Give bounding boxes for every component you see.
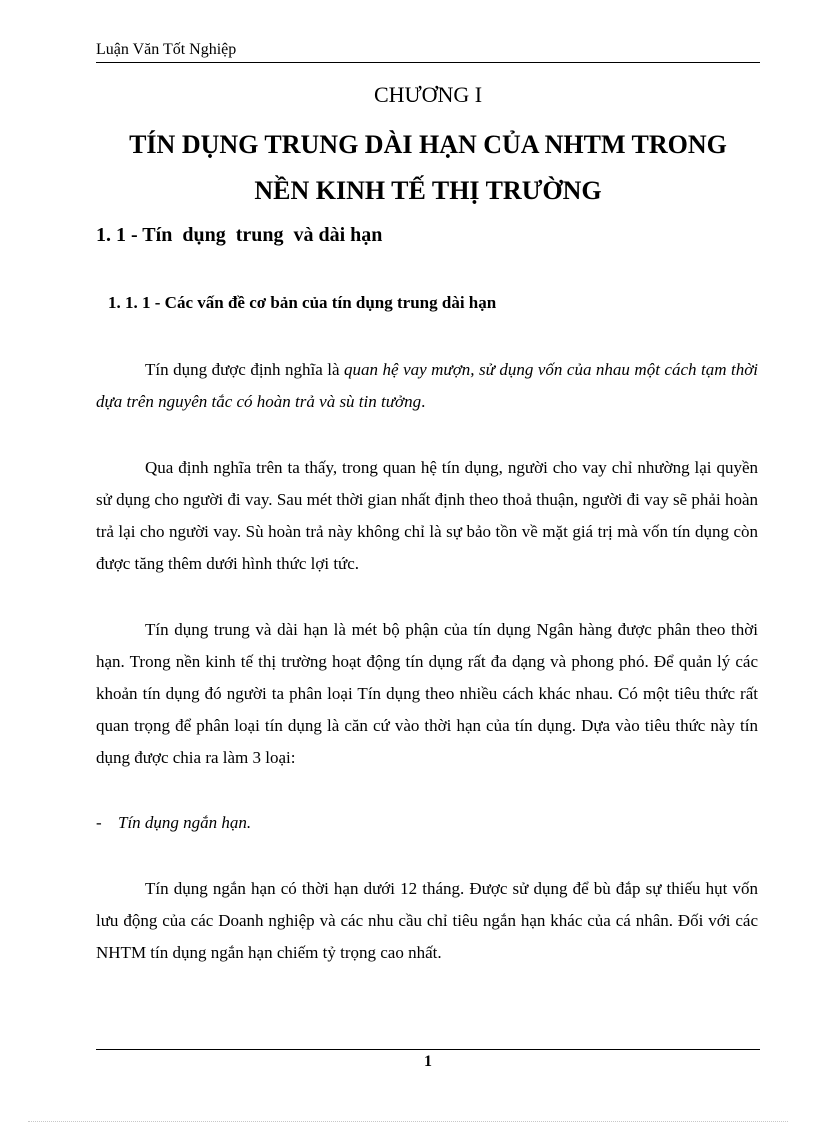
paragraph-definition	[96, 354, 758, 418]
paragraph-definition-italic: quan hệ vay mượn, sử dụng vốn của nhau một cách tạm thời dựa trên nguyên tắc có hoàn trả và sù tin tưởng	[96, 360, 758, 411]
paragraph-definition-end: .	[421, 392, 426, 411]
chapter-title-line-2: NỀN KINH TẾ THỊ TRƯỜNG	[254, 176, 602, 205]
chapter-title-line-1: TÍN DỤNG TRUNG DÀI HẠN CỦA NHTM TRONG	[129, 130, 727, 159]
page-number: 1	[424, 1053, 432, 1070]
paragraph-classification: Tín dụng trung và dài hạn là mét bộ phận của tín dụng Ngân hàng được phân theo thời hạn. Trong nền kinh tế thị trường hoạt động tín dụng rất đa dạng và phong phó. Để quản lý các khoản tín dụng đó người ta phân loại Tín dụng theo nhiều cách khác nhau. Có một tiêu thức rất quan trọng để phân loại tín dụng là căn cứ vào thời hạn của tín dụng. Dựa vào tiêu thức này tín dụng được chia ra làm 3 loại:	[96, 620, 758, 767]
page-edge-divider	[28, 1121, 788, 1122]
bullet-item	[96, 809, 251, 837]
header-rule	[96, 62, 760, 63]
chapter-label: CHƯƠNG I	[373, 82, 483, 107]
bullet-text: Tín dụng ngắn hạn.	[118, 813, 252, 832]
paragraph-explanation: Qua định nghĩa trên ta thấy, trong quan hệ tín dụng, người cho vay chỉ nhường lại quyền sử dụng cho người đi vay. Sau mét thời gian nhất định theo thoả thuận, người đi vay sẽ phải hoàn trả lại cho người vay. Sù hoàn trả này không chỉ là sự bảo tồn về mặt giá trị mà vốn tín dụng còn được tăng thêm dưới hình thức lợi tức.	[96, 458, 758, 573]
chapter-title	[96, 122, 760, 214]
bullet-dash: -	[96, 813, 102, 832]
subsection-heading: 1. 1. 1 - Các vấn đề cơ bản của tín dụng trung dài hạn	[108, 293, 497, 312]
paragraph-definition-start: Tín dụng được định nghĩa là	[145, 360, 345, 379]
running-header: Luận Văn Tốt Nghiệp	[96, 41, 237, 58]
section-heading: 1. 1 - Tín dụng trung và dài hạn	[96, 224, 383, 246]
paragraph-short-term: Tín dụng ngắn hạn có thời hạn dưới 12 tháng. Được sử dụng để bù đắp sự thiếu hụt vốn lưu động của các Doanh nghiệp và các nhu cầu chỉ tiêu ngắn hạn khác của cá nhân. Đối với các NHTM tín dụng ngắn hạn chiếm tỷ trọng cao nhất.	[96, 879, 758, 962]
footer-rule	[96, 1049, 760, 1050]
